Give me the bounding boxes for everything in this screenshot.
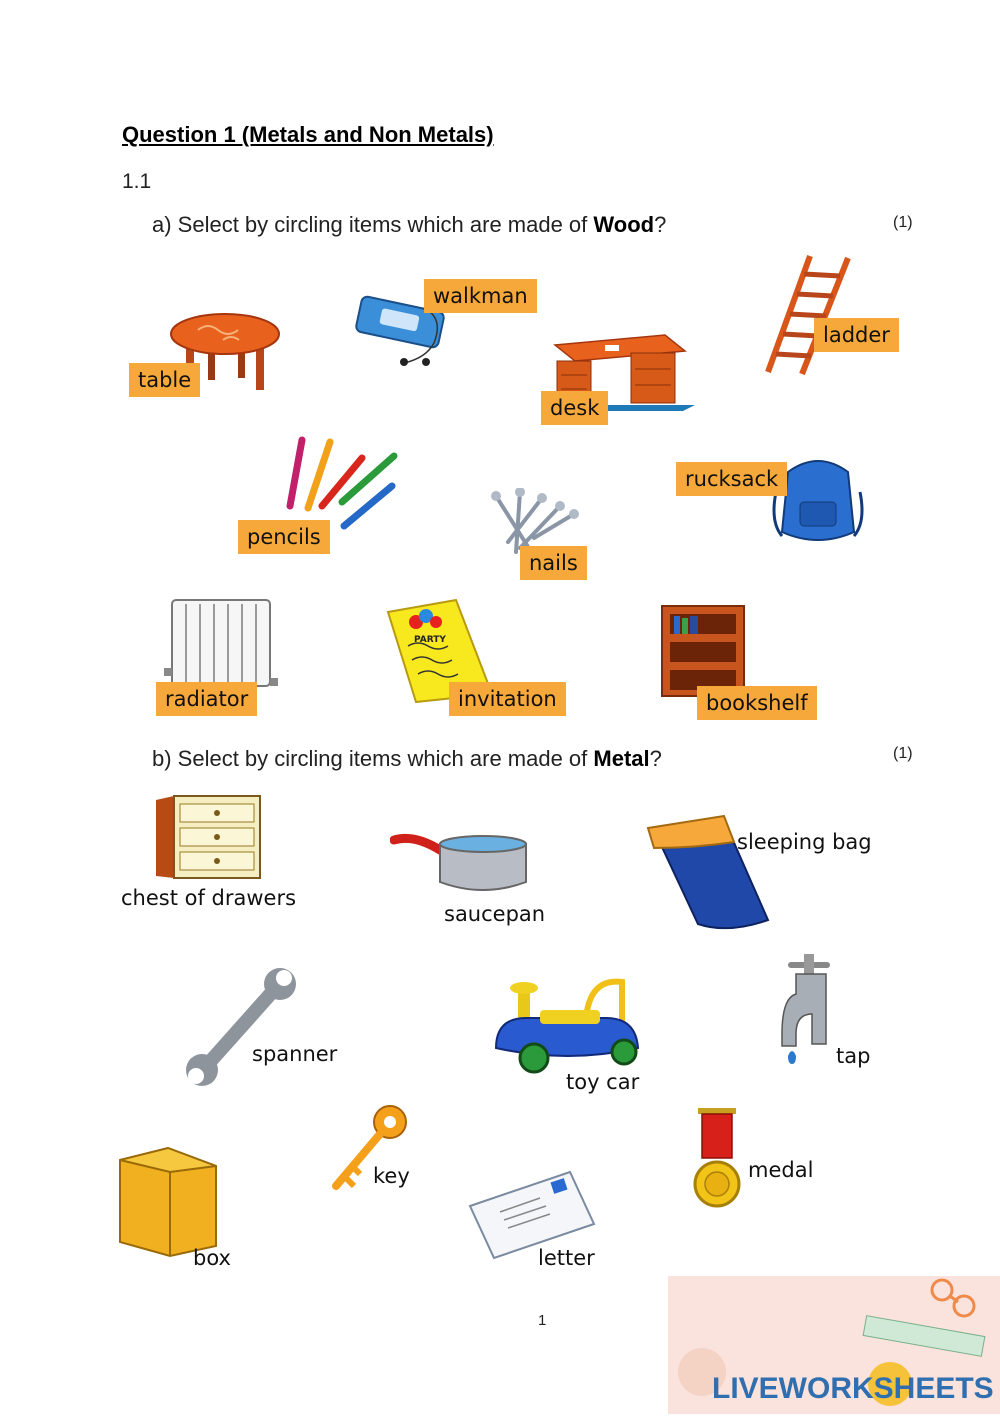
chest-of-drawers-icon (154, 794, 264, 882)
part-a-suffix: ? (654, 212, 667, 237)
label-radiator: radiator (156, 682, 257, 716)
label-saucepan: saucepan (444, 902, 546, 926)
page-number: 1 (538, 1312, 547, 1329)
label-toy-car: toy car (566, 1070, 640, 1094)
part-a-prefix: a) Select by circling items which are made of (152, 212, 594, 237)
medal-icon (692, 1106, 742, 1210)
question-title: Question 1 (Metals and Non Metals) (122, 122, 494, 147)
brand-logo-text: LIVEWORKSHEETS (712, 1372, 994, 1405)
part-b-prompt (152, 746, 662, 772)
label-table: table (129, 363, 200, 397)
part-b-prefix: b) Select by circling items which are made of (152, 746, 594, 771)
sleeping-bag-icon (644, 810, 774, 930)
label-ladder: ladder (814, 318, 899, 352)
label-key: key (373, 1164, 410, 1188)
part-a-prompt (152, 212, 666, 238)
label-chest-of-drawers: chest of drawers (121, 886, 297, 910)
label-spanner: spanner (252, 1042, 338, 1066)
part-a-marks: (1) (893, 214, 913, 231)
label-sleeping-bag: sleeping bag (737, 830, 872, 854)
saucepan-icon (390, 828, 532, 898)
label-walkman: walkman (424, 279, 537, 313)
label-desk: desk (541, 391, 608, 425)
part-b-keyword: Metal (593, 746, 650, 771)
tap-icon (778, 952, 840, 1076)
label-bookshelf: bookshelf (697, 686, 817, 720)
label-nails: nails (520, 546, 587, 580)
part-b-marks: (1) (893, 745, 913, 762)
svg-text:PARTY: PARTY (414, 635, 446, 645)
label-medal: medal (748, 1158, 814, 1182)
label-pencils: pencils (238, 520, 330, 554)
spanner-icon (184, 968, 299, 1088)
label-box: box (193, 1246, 231, 1270)
label-rucksack: rucksack (676, 462, 787, 496)
part-b-suffix: ? (649, 746, 662, 771)
label-tap: tap (836, 1044, 871, 1068)
part-a-keyword: Wood (593, 212, 655, 237)
question-number: 1.1 (122, 170, 152, 193)
brand-logo[interactable] (712, 1372, 994, 1406)
pencils-icon (282, 436, 402, 532)
label-letter: letter (538, 1246, 595, 1270)
toy-car-icon (490, 974, 642, 1082)
label-invitation: invitation (449, 682, 566, 716)
box-icon (118, 1146, 222, 1258)
ladder-icon (760, 252, 855, 377)
